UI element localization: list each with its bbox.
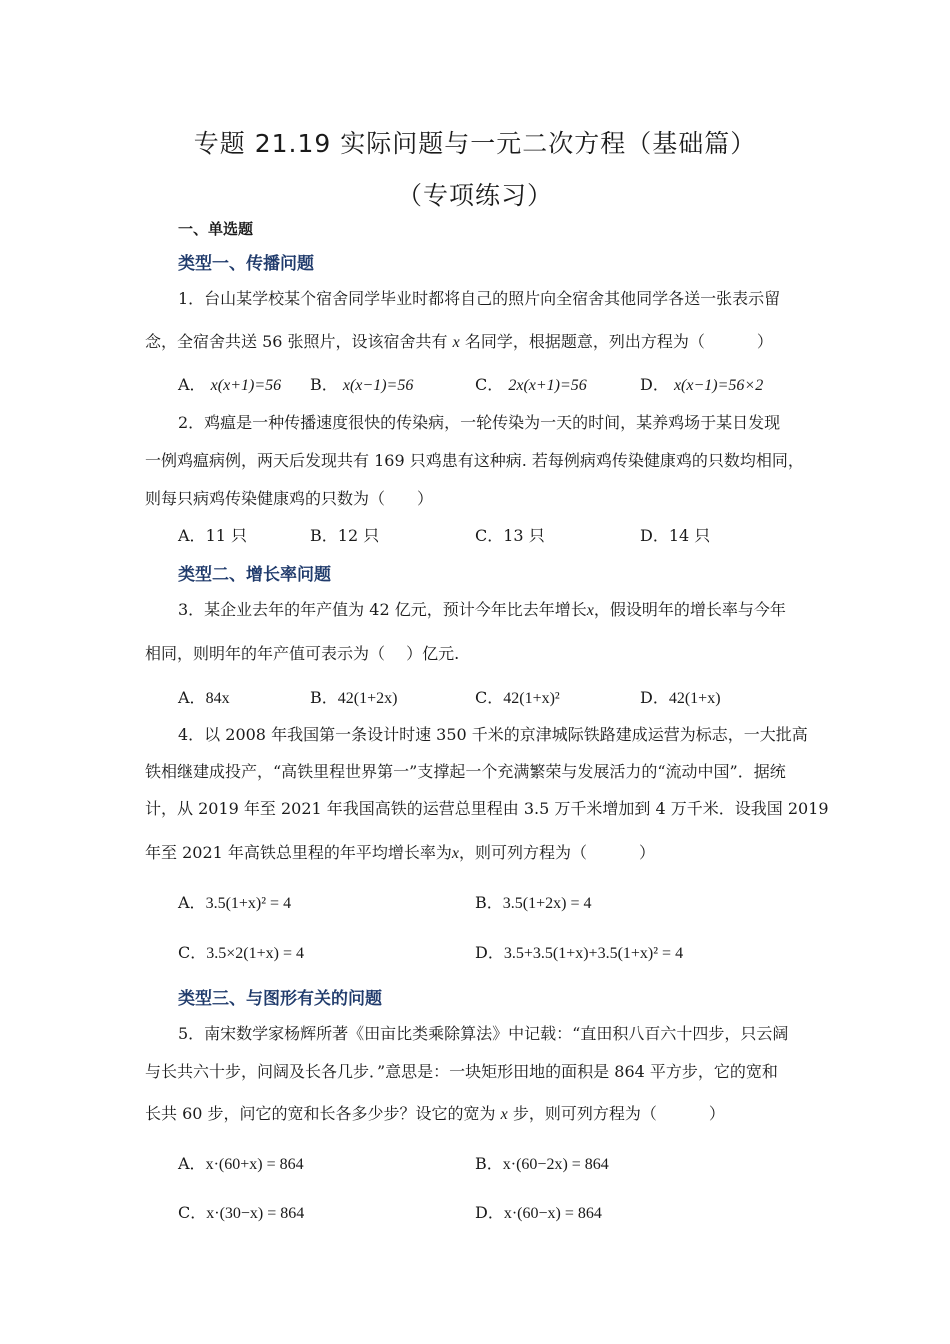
- q2-option-c[interactable]: C．13 只: [475, 526, 545, 545]
- q2-option-d[interactable]: D．14 只: [640, 526, 711, 545]
- q4-line-3: 计，从 2019 年至 2021 年我国高铁的运营总里程由 3.5 万千米增加到 4 万千米．设我国 2019: [145, 799, 829, 818]
- q2-option-a[interactable]: A．11 只: [178, 526, 248, 545]
- q5-option-d[interactable]: D．x·(60−x) = 864: [475, 1203, 602, 1222]
- q5-line-1: 5．南宋数学家杨辉所著《田亩比类乘除算法》中记载：“直田积八百六十四步，只云阔: [178, 1024, 789, 1043]
- q4-line-4: 年至 2021 年高铁总里程的年平均增长率为x，则可列方程为（ ）: [145, 843, 656, 862]
- type-heading-3: 类型三、与图形有关的问题: [178, 989, 382, 1009]
- q3-option-c[interactable]: C．42(1+x)²: [475, 688, 560, 707]
- doc-title: 专题 21.19 实际问题与一元二次方程（基础篇）: [193, 129, 757, 158]
- q4-option-d[interactable]: D．3.5+3.5(1+x)+3.5(1+x)² = 4: [475, 943, 684, 962]
- q5-option-b[interactable]: B．x·(60−2x) = 864: [475, 1154, 609, 1173]
- q2-line-2: 一例鸡瘟病例，两天后发现共有 169 只鸡患有这种病. 若每例病鸡传染健康鸡的只数均相同，: [145, 451, 804, 470]
- q2-line-1: 2．鸡瘟是一种传播速度很快的传染病，一轮传染为一天的时间，某养鸡场于某日发现: [178, 413, 781, 432]
- type-heading-2: 类型二、增长率问题: [178, 565, 331, 585]
- doc-subtitle: （专项练习）: [396, 181, 553, 210]
- q1-line-2: 念，全宿舍共送 56 张照片，设该宿舍共有 x 名同学，根据题意，列出方程为（ ）: [145, 332, 773, 351]
- q4-option-c[interactable]: C．3.5×2(1+x) = 4: [178, 943, 304, 962]
- q5-line-2: 与长共六十步，问阔及长各几步．”意思是：一块矩形田地的面积是 864 平方步，它的宽和: [145, 1062, 778, 1081]
- q3-line-2: 相同，则明年的年产值可表示为（ ）亿元.: [145, 644, 460, 663]
- q3-option-b[interactable]: B．42(1+2x): [310, 688, 398, 707]
- q5-line-3: 长共 60 步，问它的宽和长各多少步？设它的宽为 x 步，则可列方程为（ ）: [145, 1104, 725, 1123]
- q4-option-b[interactable]: B．3.5(1+2x) = 4: [475, 893, 592, 912]
- q1-option-a[interactable]: A． x(x+1)=56: [178, 375, 282, 394]
- q2-option-b[interactable]: B．12 只: [310, 526, 380, 545]
- q3-option-a[interactable]: A．84x: [178, 688, 230, 707]
- q4-line-1: 4．以 2008 年我国第一条设计时速 350 千米的京津城际铁路建成运营为标志，一大批高: [178, 725, 808, 744]
- q5-option-c[interactable]: C．x·(30−x) = 864: [178, 1203, 305, 1222]
- q2-line-3: 则每只病鸡传染健康鸡的只数为（ ）: [145, 489, 434, 508]
- q4-line-2: 铁相继建成投产，“高铁里程世界第一”支撑起一个充满繁荣与发展活力的“流动中国”．据统: [145, 762, 786, 781]
- q4-option-a[interactable]: A．3.5(1+x)² = 4: [178, 893, 292, 912]
- q3-line-1: 3．某企业去年的年产值为 42 亿元，预计今年比去年增长x，假设明年的增长率与今年: [178, 600, 786, 619]
- section-heading: 一、单选题: [178, 220, 254, 238]
- q3-option-d[interactable]: D．42(1+x): [640, 688, 721, 707]
- q5-option-a[interactable]: A．x·(60+x) = 864: [178, 1154, 304, 1173]
- q1-option-b[interactable]: B． x(x−1)=56: [310, 375, 414, 394]
- q1-line-1: 1．台山某学校某个宿舍同学毕业时都将自己的照片向全宿舍其他同学各送一张表示留: [178, 289, 781, 308]
- q1-option-d[interactable]: D． x(x−1)=56×2: [640, 375, 764, 394]
- q1-option-c[interactable]: C． 2x(x+1)=56: [475, 375, 587, 394]
- type-heading-1: 类型一、传播问题: [178, 254, 314, 274]
